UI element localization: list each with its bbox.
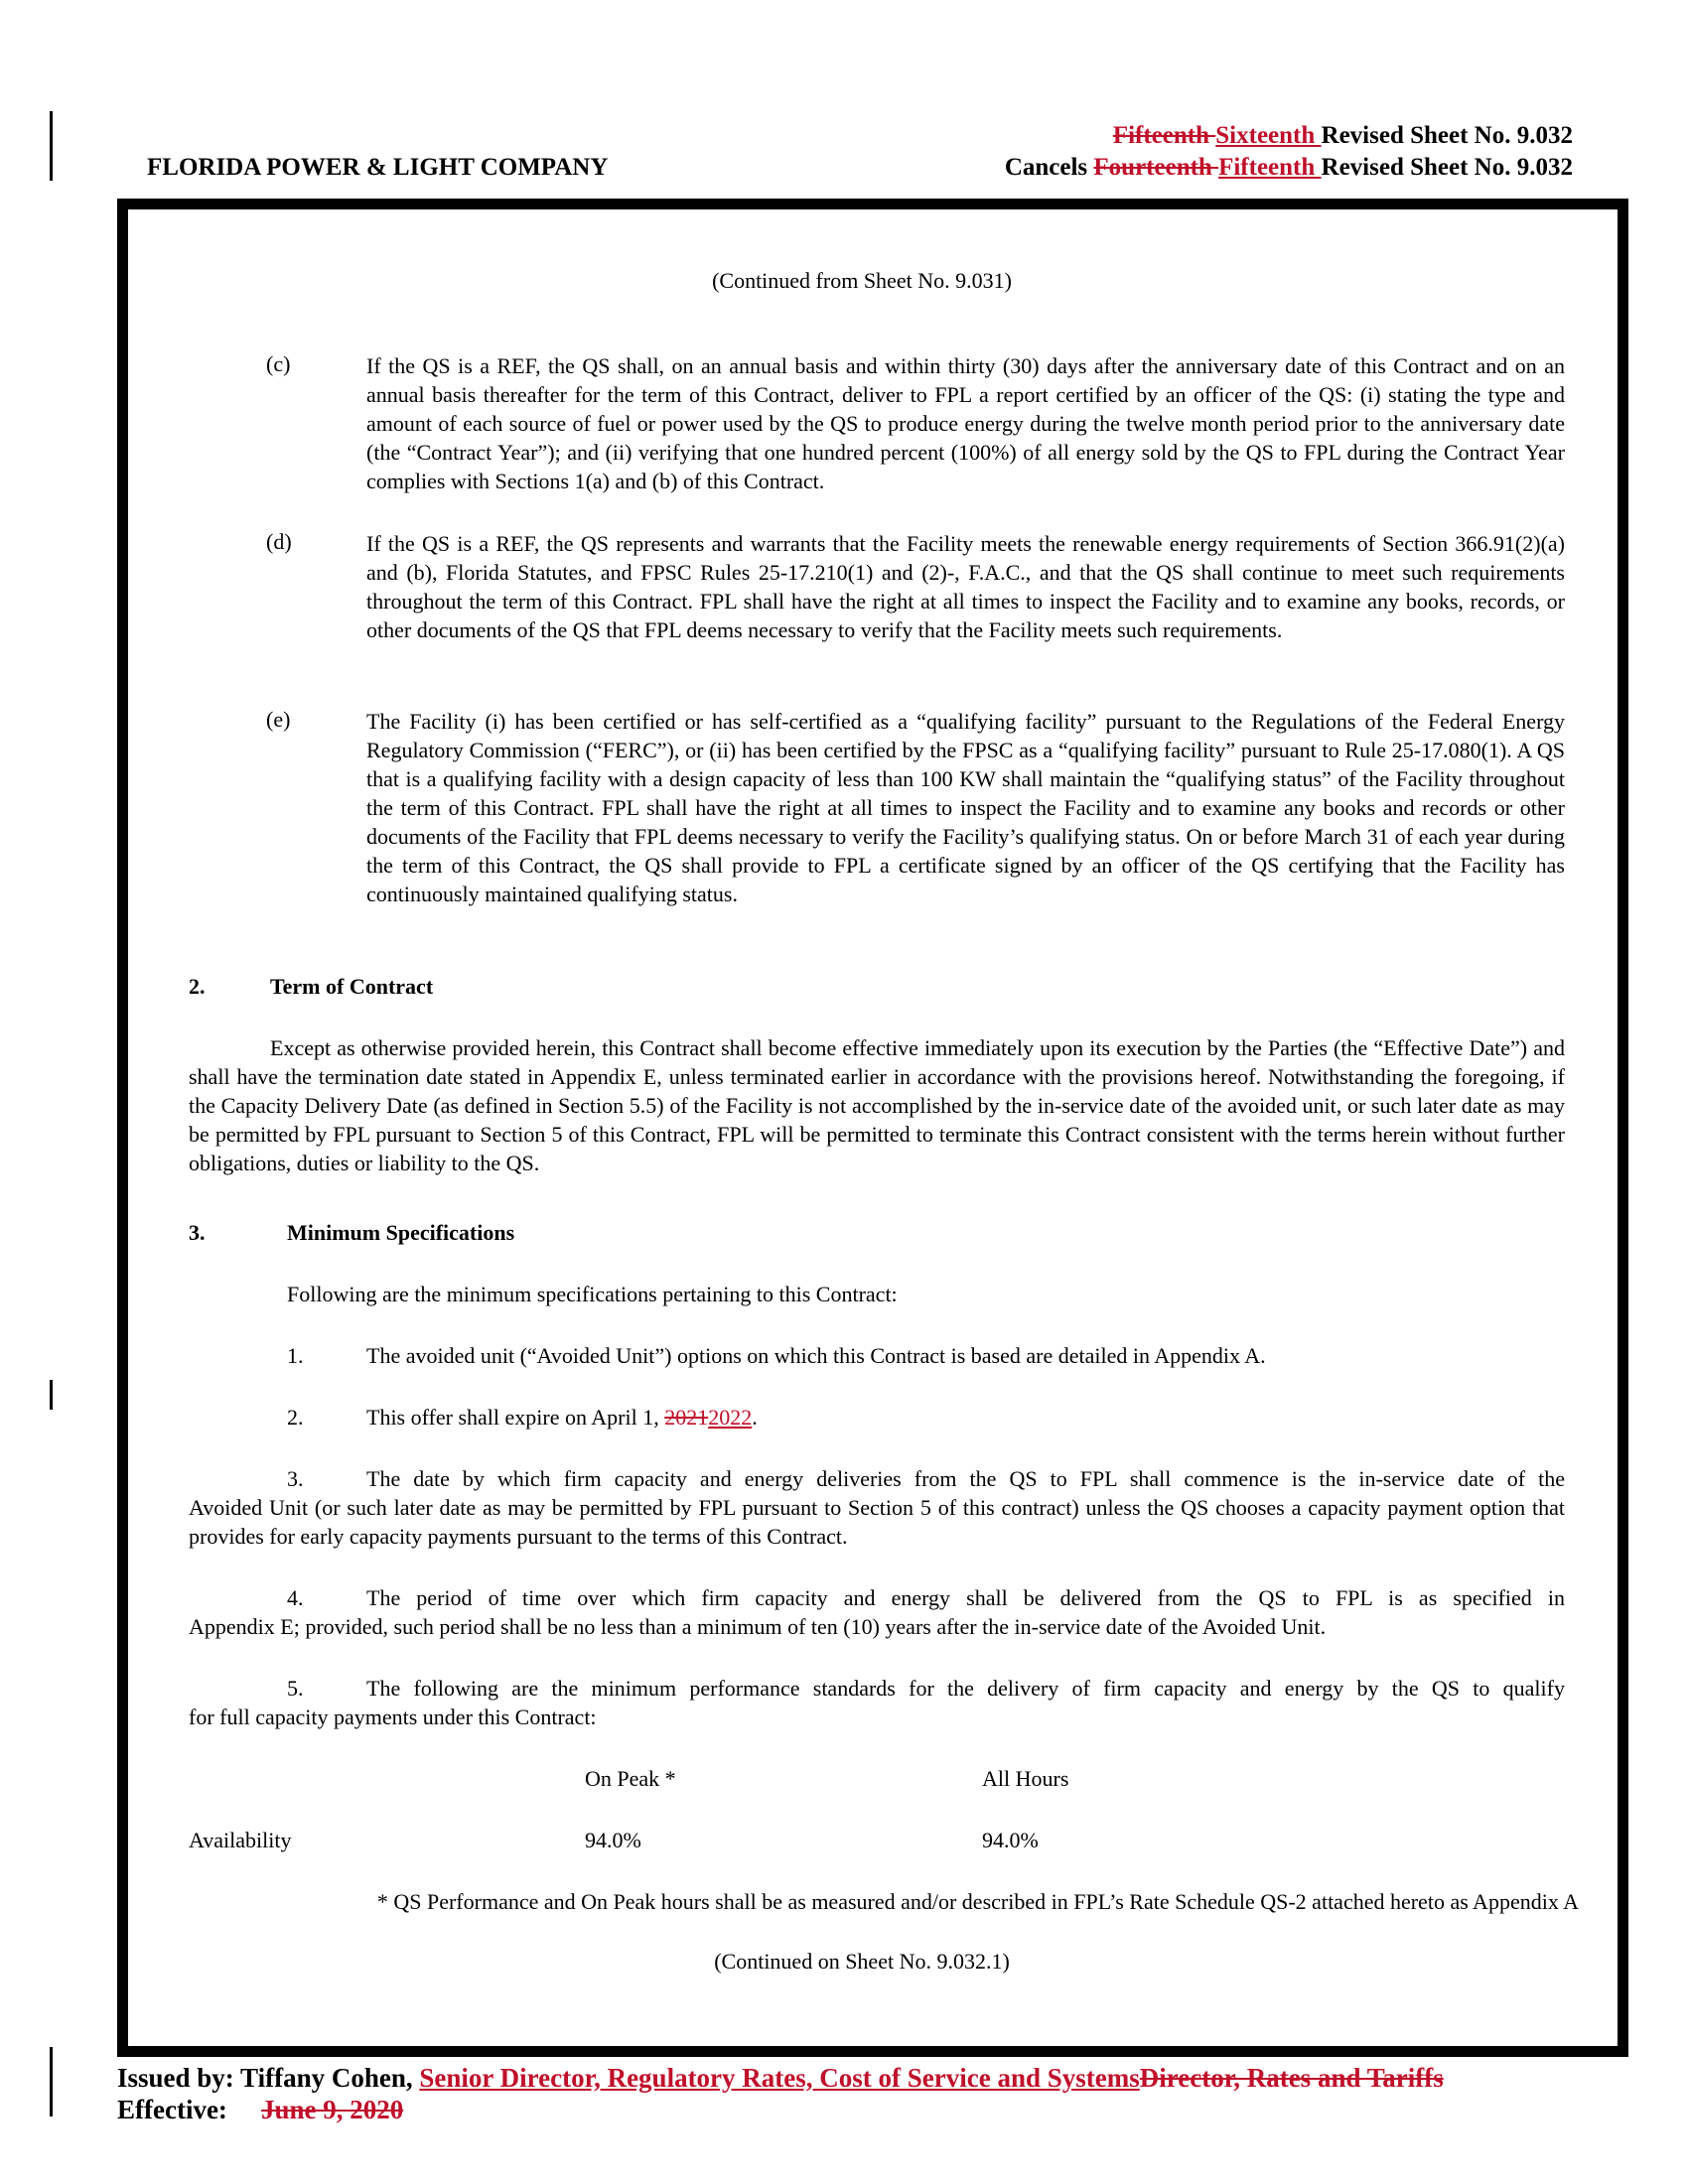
item-label-e: (e) <box>266 707 291 732</box>
spec-1-text: The avoided unit (“Avoided Unit”) options on which this Contract is based are detailed in Appendix A. <box>366 1343 1266 1368</box>
spec-1-number: 1. <box>287 1343 304 1368</box>
continued-from-note: (Continued from Sheet No. 9.031) <box>712 268 1012 293</box>
spec-3-text: Avoided Unit (or such later date as may be permitted by FPL pursuant to Section 5 of this contract) unless the QS chooses a capacity payment option that provides for early capacity payments pursuant to the terms of this Contract. <box>189 1495 1565 1549</box>
change-bar-offer-date <box>50 1380 53 1410</box>
spec-5-text: for full capacity payments under this Contract: <box>189 1705 597 1729</box>
deleted-expiry-year: 2021 <box>664 1405 709 1430</box>
inserted-expiry-year: 2022 <box>708 1405 753 1430</box>
deleted-cancel-ordinal: Fourteenth <box>1093 154 1219 181</box>
spec-2-prefix: This offer shall expire on April 1, <box>366 1405 665 1430</box>
section-2-number: 2. <box>189 974 206 999</box>
revised-sheet-line <box>1113 122 1573 150</box>
section-3-title: Minimum Specifications <box>287 1220 515 1245</box>
perf-row-label: Availability <box>189 1828 292 1852</box>
spec-2-suffix: . <box>752 1405 758 1430</box>
deleted-issuer-title: Director, Rates and Tariffs <box>1139 2063 1444 2093</box>
item-text-e: The Facility (i) has been certified or has self-certified as a “qualifying facility” pursuant to the Regulations of the Federal Energy Regulatory Commission (“FERC”), or (ii) has been certified by the FPSC as a “qualifying facility” pursuant to Rule 25-17.080(1). A QS that is a qualifying facility with a design capacity of less than 100 KW shall maintain the “qualifying status” of the Facility throughout the term of this Contract. FPL shall have the right at all times to inspect the Facility and to examine any books and records or other documents of the Facility that FPL deems necessary to verify the Facility’s qualifying status. On or before March 31 of each year during the term of this Contract, the QS shall provide to FPL a certificate signed by an officer of the QS certifying that the Facility has continuously maintained qualifying status. <box>366 709 1565 906</box>
change-bar-header <box>50 111 53 181</box>
item-text-d: If the QS is a REF, the QS represents and warrants that the Facility meets the renewable energy requirements of Section 366.91(2)(a) and (b), Florida Statutes, and FPSC Rules 25-17.210(1) and (2)-, F.A.C., and that the QS shall continue to meet such requirements throughout the term of this Contract. FPL shall have the right at all times to inspect the Facility and to examine any books, records, or other documents of the QS that FPL deems necessary to verify that the Facility meets such requirements. <box>366 531 1565 642</box>
perf-header-all-hours: All Hours <box>982 1766 1069 1791</box>
section-2-text: Except as otherwise provided herein, this Contract shall become effective immediately upon its execution by the Parties (the “Effective Date”) and shall have the termination date stated in Appendix E, unless terminated earlier in accordance with the provisions hereof. Notwithstanding the foregoing, if the Capacity Delivery Date (as defined in Section 5.5) of the Facility is not accomplished by the in-service date of the avoided unit, or such later date as may be permitted by FPL pursuant to Section 5 of this Contract, FPL will be permitted to terminate this Contract consistent with the terms herein without further obligations, duties or liability to the QS. <box>189 1035 1565 1175</box>
company-name: FLORIDA POWER & LIGHT COMPANY <box>147 154 609 181</box>
spec-4-text: Appendix E; provided, such period shall be no less than a minimum of ten (10) years after the in-service date of the Avoided Unit. <box>189 1614 1327 1639</box>
effective-line <box>117 2095 403 2125</box>
inserted-issuer-title: Senior Director, Regulatory Rates, Cost of Service and Systems <box>419 2063 1140 2093</box>
continued-on-note: (Continued on Sheet No. 9.032.1) <box>714 1949 1010 1974</box>
spec-5-first-line: The following are the minimum performance standards for the delivery of firm capacity and energy by the QS to qualify <box>366 1676 1565 1701</box>
revised-sheet-number: Revised Sheet No. 9.032 <box>1321 122 1573 149</box>
issued-by-line <box>117 2063 1444 2094</box>
item-label-c: (c) <box>266 351 291 376</box>
item-label-d: (d) <box>266 529 292 554</box>
perf-header-on-peak: On Peak * <box>585 1766 676 1791</box>
issued-by-label: Issued by: Tiffany Cohen, <box>117 2063 420 2093</box>
section-2-title: Term of Contract <box>270 974 434 999</box>
deleted-effective-date: June 9, 2020 <box>260 2095 404 2124</box>
spec-3-first-line: The date by which firm capacity and energy deliveries from the QS to FPL shall commence is the in-service date of the <box>366 1466 1565 1491</box>
cancels-sheet-number: Revised Sheet No. 9.032 <box>1321 154 1573 181</box>
change-bar-footer <box>50 2047 53 2116</box>
spec-4-first-line: The period of time over which firm capacity and energy shall be delivered from the QS to FPL is as specified in <box>366 1585 1565 1610</box>
perf-value-on-peak: 94.0% <box>585 1828 641 1852</box>
deleted-sheet-ordinal: Fifteenth <box>1112 122 1216 149</box>
section-3-intro: Following are the minimum specifications pertaining to this Contract: <box>287 1282 898 1306</box>
spec-4-number: 4. <box>287 1585 304 1610</box>
spec-5-number: 5. <box>287 1676 304 1701</box>
inserted-sheet-ordinal: Sixteenth <box>1215 122 1322 149</box>
cancels-prefix: Cancels <box>1004 154 1094 181</box>
effective-label: Effective: <box>117 2095 227 2124</box>
perf-footnote: * QS Performance and On Peak hours shall be as measured and/or described in FPL’s Rate Schedule QS-2 attached hereto as Appendix A <box>376 1889 1579 1914</box>
perf-value-all-hours: 94.0% <box>982 1828 1039 1852</box>
cancels-sheet-line <box>1005 154 1573 182</box>
spec-3-number: 3. <box>287 1466 304 1491</box>
item-text-c: If the QS is a REF, the QS shall, on an annual basis and within thirty (30) days after the anniversary date of this Contract and on an annual basis thereafter for the term of this Contract, deliver to FPL a report certified by an officer of the QS: (i) stating the type and amount of each source of fuel or power used by the QS to produce energy during the twelve month period prior to the anniversary date (the “Contract Year”); and (ii) verifying that one hundred percent (100%) of all energy sold by the QS to FPL during the Contract Year complies with Sections 1(a) and (b) of this Contract. <box>366 353 1565 493</box>
spec-2-number: 2. <box>287 1405 304 1430</box>
inserted-cancel-ordinal: Fifteenth <box>1218 154 1322 181</box>
section-3-number: 3. <box>189 1220 206 1245</box>
spec-2-text <box>366 1403 758 1432</box>
